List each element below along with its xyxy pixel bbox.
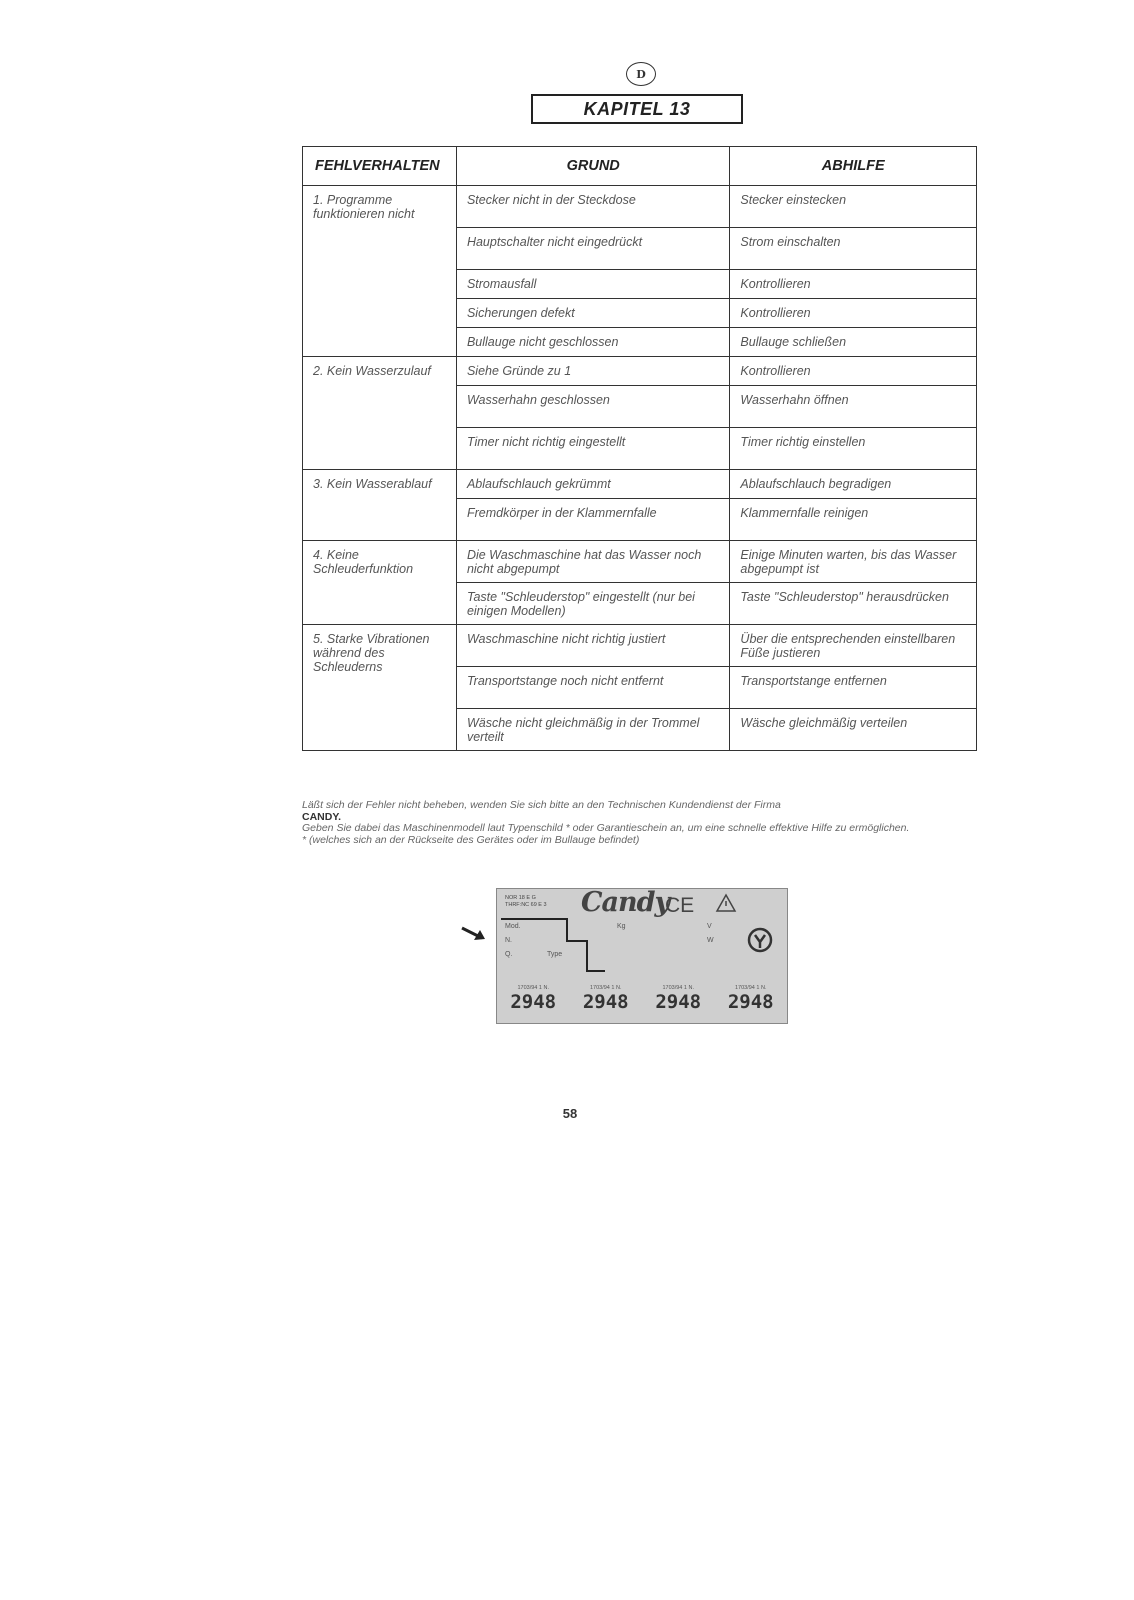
remedy-cell: Über die entsprechenden einstellbaren Füße justieren [730, 625, 977, 667]
plate-header-line: NOR 18 E G [505, 895, 536, 901]
page-number: 58 [562, 1106, 578, 1121]
code-block [510, 985, 556, 1013]
cause-cell: Wäsche nicht gleichmäßig in der Trommel verteilt [456, 709, 729, 751]
problem-cell: 5. Starke Vibrationen während des Schleuderns [303, 625, 457, 751]
cause-cell: Transportstange noch nicht entfernt [456, 667, 729, 709]
plate-header-line: THRF:NC 69 E 3 [505, 902, 547, 908]
problem-cell: 2. Kein Wasserzulauf [303, 357, 457, 470]
language-badge: D [626, 62, 656, 86]
cause-cell: Ablaufschlauch gekrümmt [456, 470, 729, 499]
cause-cell: Taste "Schleuderstop" eingestellt (nur bei einigen Modellen) [456, 583, 729, 625]
table-row [303, 625, 977, 667]
remedy-cell: Stecker einstecken [730, 186, 977, 228]
cause-cell: Stromausfall [456, 270, 729, 299]
kg-label: Kg [617, 923, 626, 930]
note-line: * (welches sich an der Rückseite des Gerätes oder im Bullauge befindet) [302, 833, 640, 846]
cause-cell: Waschmaschine nicht richtig justiert [456, 625, 729, 667]
brand-name: CANDY. [302, 810, 342, 823]
warning-triangle-icon [715, 893, 737, 913]
cause-cell: Fremdkörper in der Klammernfalle [456, 499, 729, 541]
serial-label: N. [505, 937, 512, 944]
remedy-cell: Wäsche gleichmäßig verteilen [730, 709, 977, 751]
code-number: 2948 [655, 991, 702, 1013]
header-fehlverhalten: FEHLVERHALTEN [303, 147, 457, 186]
watt-label: W [707, 937, 714, 944]
remedy-cell: Klammernfalle reinigen [730, 499, 977, 541]
code-block [583, 985, 629, 1013]
service-notes [302, 800, 982, 846]
code-small-label: 1703/94 1 N. [662, 985, 694, 991]
cause-cell: Sicherungen defekt [456, 299, 729, 328]
cause-cell: Timer nicht richtig eingestellt [456, 428, 729, 470]
troubleshooting-table [302, 146, 977, 751]
model-label: Mod. [505, 923, 521, 930]
chapter-title: KAPITEL 13 [531, 94, 743, 124]
table-header-row [303, 147, 977, 186]
product-codes [497, 985, 787, 1013]
problem-cell: 1. Programme funktionieren nicht [303, 186, 457, 357]
candy-logo: Candy [581, 887, 670, 918]
note-line: Geben Sie dabei das Maschinenmodell laut Typenschild * oder Garantieschein an, um eine schnelle effektive Hilfe zu ermöglichen. [302, 822, 910, 834]
code-number: 2948 [510, 991, 557, 1013]
problem-cell: 3. Kein Wasserablauf [303, 470, 457, 541]
note-text: Läßt sich der Fehler nicht beheben, wenden Sie sich bitte an den Technischen Kundendienst der Firma [302, 799, 781, 811]
remedy-cell: Timer richtig einstellen [730, 428, 977, 470]
table-row [303, 186, 977, 228]
plate-header [505, 895, 547, 909]
note-line [302, 800, 982, 823]
remedy-cell: Kontrollieren [730, 357, 977, 386]
remedy-cell: Kontrollieren [730, 270, 977, 299]
cause-cell: Bullauge nicht geschlossen [456, 328, 729, 357]
code-small-label: 1703/94 1 N. [589, 985, 622, 991]
cause-cell: Stecker nicht in der Steckdose [456, 186, 729, 228]
cause-cell: Hauptschalter nicht eingedrückt [456, 228, 729, 270]
type-label: Type [547, 951, 563, 958]
code-block [728, 985, 774, 1013]
code-number: 2948 [727, 991, 774, 1013]
code-small-label: 1703/94 1 N. [734, 985, 767, 991]
table-row [303, 541, 977, 583]
header-grund: GRUND [456, 147, 729, 186]
problem-cell: 4. Keine Schleuderfunktion [303, 541, 457, 625]
ce-mark: CE [665, 894, 695, 917]
code-small-label: 1703/94 1 N. [517, 985, 549, 991]
cause-cell: Siehe Gründe zu 1 [456, 357, 729, 386]
remedy-cell: Transportstange entfernen [730, 667, 977, 709]
cause-cell: Wasserhahn geschlossen [456, 386, 729, 428]
table-row [303, 470, 977, 499]
remedy-cell: Strom einschalten [730, 228, 977, 270]
remedy-cell: Bullauge schließen [730, 328, 977, 357]
code-block [655, 985, 701, 1013]
remedy-cell: Kontrollieren [730, 299, 977, 328]
type-plate [496, 888, 788, 1024]
remedy-cell: Taste "Schleuderstop" herausdrücken [730, 583, 977, 625]
certification-mark-icon [747, 927, 773, 953]
header-abhilfe: ABHILFE [730, 147, 977, 186]
q-label: Q. [505, 951, 513, 958]
cause-cell: Die Waschmaschine hat das Wasser noch nicht abgepumpt [456, 541, 729, 583]
remedy-cell: Einige Minuten warten, bis das Wasser abgepumpt ist [730, 541, 977, 583]
remedy-cell: Wasserhahn öffnen [730, 386, 977, 428]
arrow-pointer-icon [460, 924, 490, 946]
table-row [303, 357, 977, 386]
code-number: 2948 [582, 991, 629, 1013]
remedy-cell: Ablaufschlauch begradigen [730, 470, 977, 499]
volt-label: V [707, 923, 712, 930]
